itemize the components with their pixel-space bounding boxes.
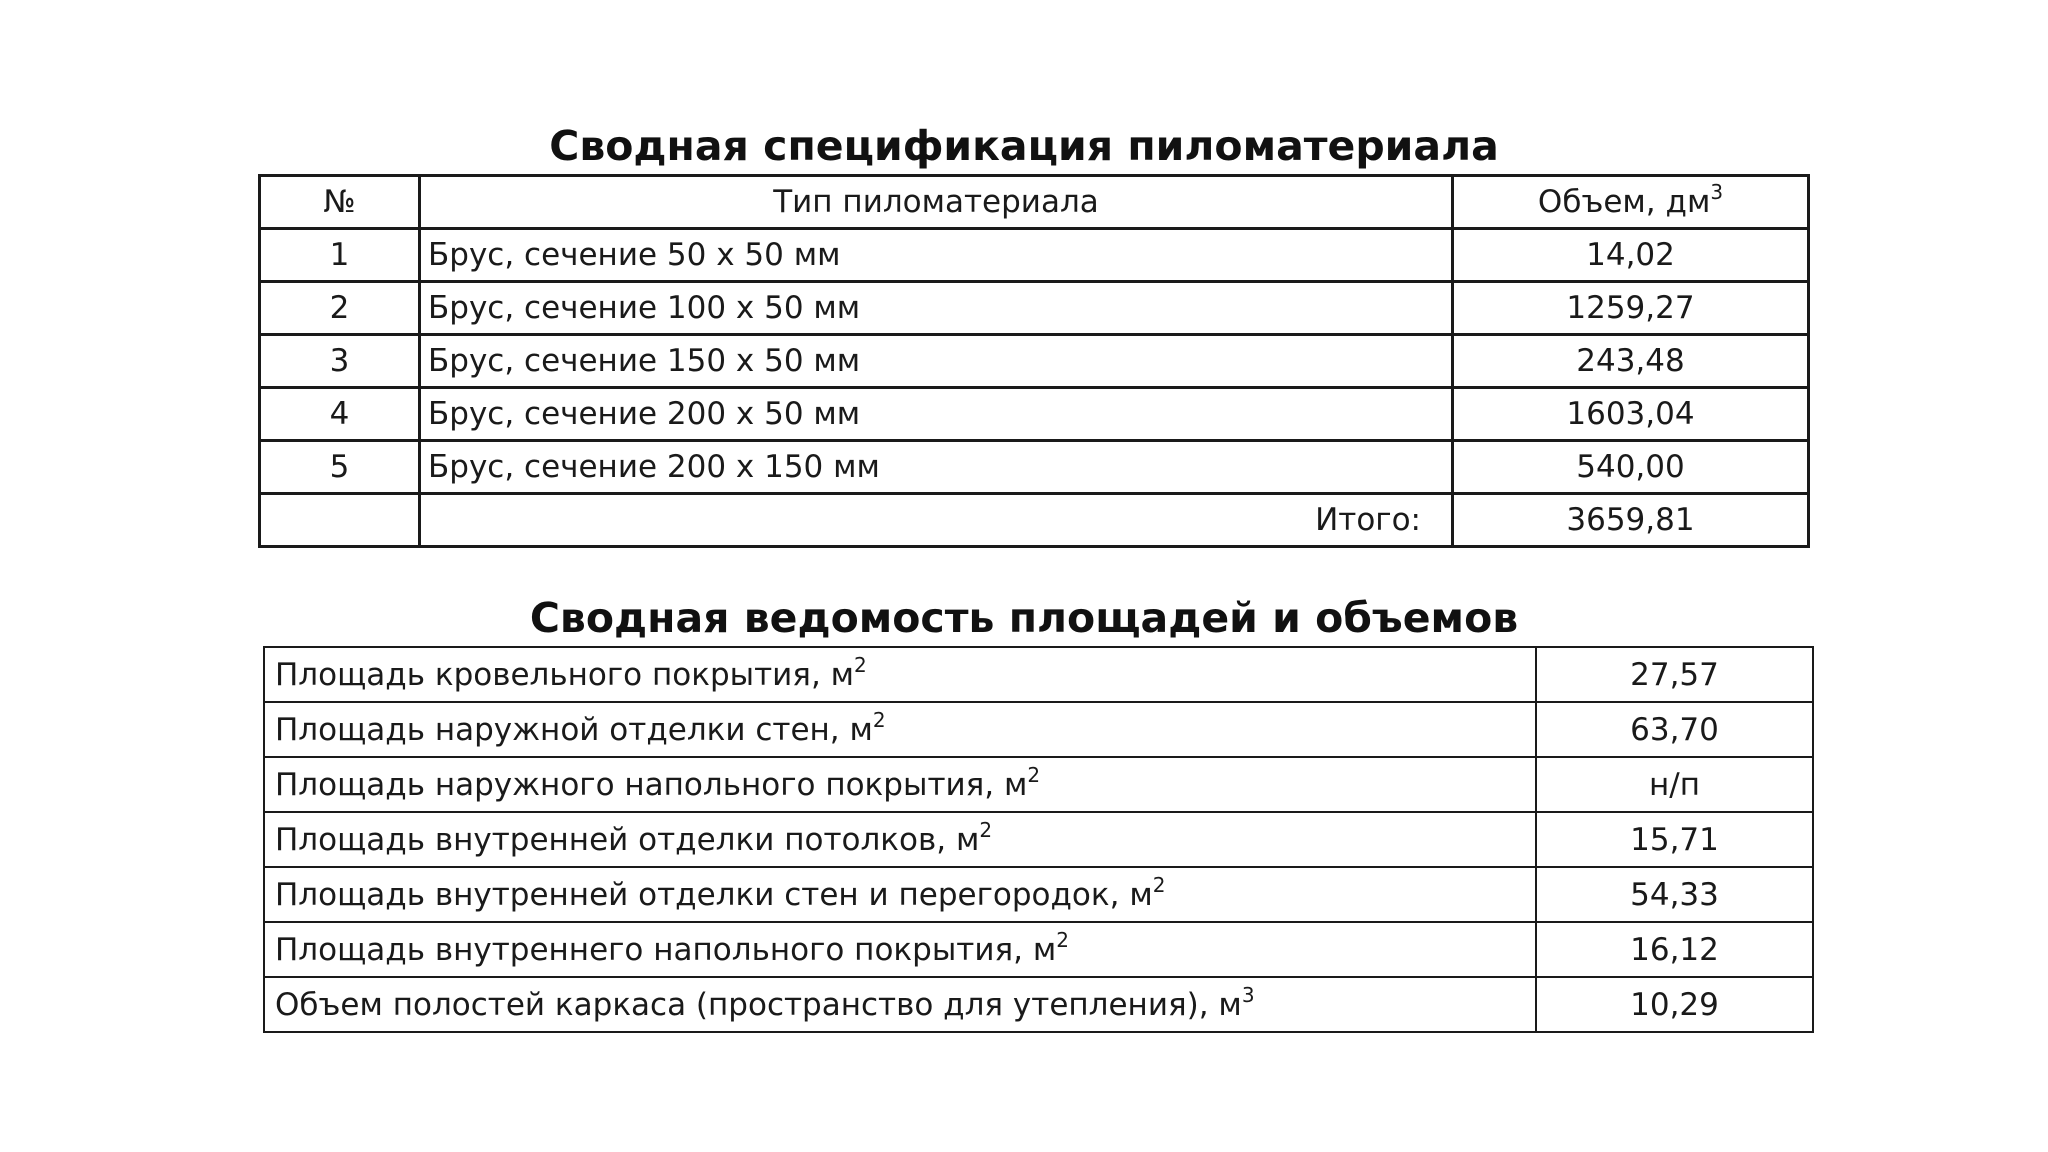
- area-unit-sup: 2: [872, 707, 886, 732]
- area-value: 10,29: [1536, 977, 1813, 1032]
- area-label-cell: [264, 647, 1536, 702]
- areas-title: Сводная ведомость площадей и объемов: [529, 594, 1519, 642]
- row-num: 1: [260, 229, 420, 282]
- table-row: [260, 335, 1809, 388]
- total-row: [260, 494, 1809, 547]
- area-label-cell: [264, 812, 1536, 867]
- area-label: Объем полостей каркаса (пространство для утепления), м: [275, 986, 1242, 1023]
- table-row: [264, 867, 1813, 922]
- row-volume: 14,02: [1453, 229, 1809, 282]
- row-volume: 540,00: [1453, 441, 1809, 494]
- area-value: 27,57: [1536, 647, 1813, 702]
- area-value: 63,70: [1536, 702, 1813, 757]
- area-value: 16,12: [1536, 922, 1813, 977]
- area-label: Площадь кровельного покрытия, м: [275, 656, 855, 693]
- row-volume: 1603,04: [1453, 388, 1809, 441]
- area-label: Площадь наружного напольного покрытия, м: [275, 766, 1028, 803]
- row-num: 4: [260, 388, 420, 441]
- total-label: Итого:: [420, 494, 1453, 547]
- row-volume: 1259,27: [1453, 282, 1809, 335]
- area-value: 15,71: [1536, 812, 1813, 867]
- row-type: Брус, сечение 200 x 50 мм: [420, 388, 1453, 441]
- table-row: [264, 922, 1813, 977]
- area-value: 54,33: [1536, 867, 1813, 922]
- total-value: 3659,81: [1453, 494, 1809, 547]
- area-label: Площадь наружной отделки стен, м: [275, 711, 873, 748]
- areas-volumes-table: [263, 646, 1814, 1033]
- area-unit-sup: 3: [1241, 982, 1255, 1007]
- table-row: [260, 388, 1809, 441]
- area-label: Площадь внутренней отделки стен и перегородок, м: [275, 876, 1153, 913]
- spec-title: Сводная спецификация пиломатериала: [549, 122, 1499, 170]
- row-type: Брус, сечение 200 x 150 мм: [420, 441, 1453, 494]
- table-row: [260, 441, 1809, 494]
- table-row: [260, 229, 1809, 282]
- area-label: Площадь внутреннего напольного покрытия, м: [275, 931, 1057, 968]
- header-volume: [1453, 176, 1809, 229]
- area-label-cell: [264, 702, 1536, 757]
- area-label-cell: [264, 922, 1536, 977]
- row-type: Брус, сечение 150 x 50 мм: [420, 335, 1453, 388]
- area-label-cell: [264, 867, 1536, 922]
- area-label-cell: [264, 977, 1536, 1032]
- table-row: [264, 977, 1813, 1032]
- table-row: [264, 812, 1813, 867]
- area-unit-sup: 2: [854, 652, 867, 677]
- area-unit-sup: 2: [1027, 762, 1041, 787]
- row-num: 5: [260, 441, 420, 494]
- table-row: [264, 702, 1813, 757]
- row-type: Брус, сечение 50 x 50 мм: [420, 229, 1453, 282]
- table-row: [264, 757, 1813, 812]
- area-value: н/п: [1536, 757, 1813, 812]
- area-unit-sup: 2: [1152, 872, 1166, 897]
- row-num: 2: [260, 282, 420, 335]
- header-volume-label: Объем, дм: [1537, 184, 1711, 220]
- header-num: №: [260, 176, 420, 229]
- spec-header-row: [260, 176, 1809, 229]
- row-volume: 243,48: [1453, 335, 1809, 388]
- area-unit-sup: 2: [979, 817, 993, 842]
- row-type: Брус, сечение 100 x 50 мм: [420, 282, 1453, 335]
- table-row: [260, 282, 1809, 335]
- area-label: Площадь внутренней отделки потолков, м: [275, 821, 980, 858]
- area-label-cell: [264, 757, 1536, 812]
- header-volume-unit-sup: 3: [1710, 180, 1724, 204]
- total-num-empty: [260, 494, 420, 547]
- header-type: Тип пиломатериала: [420, 176, 1453, 229]
- area-unit-sup: 2: [1056, 927, 1069, 952]
- table-row: [264, 647, 1813, 702]
- lumber-spec-table: [258, 174, 1810, 548]
- row-num: 3: [260, 335, 420, 388]
